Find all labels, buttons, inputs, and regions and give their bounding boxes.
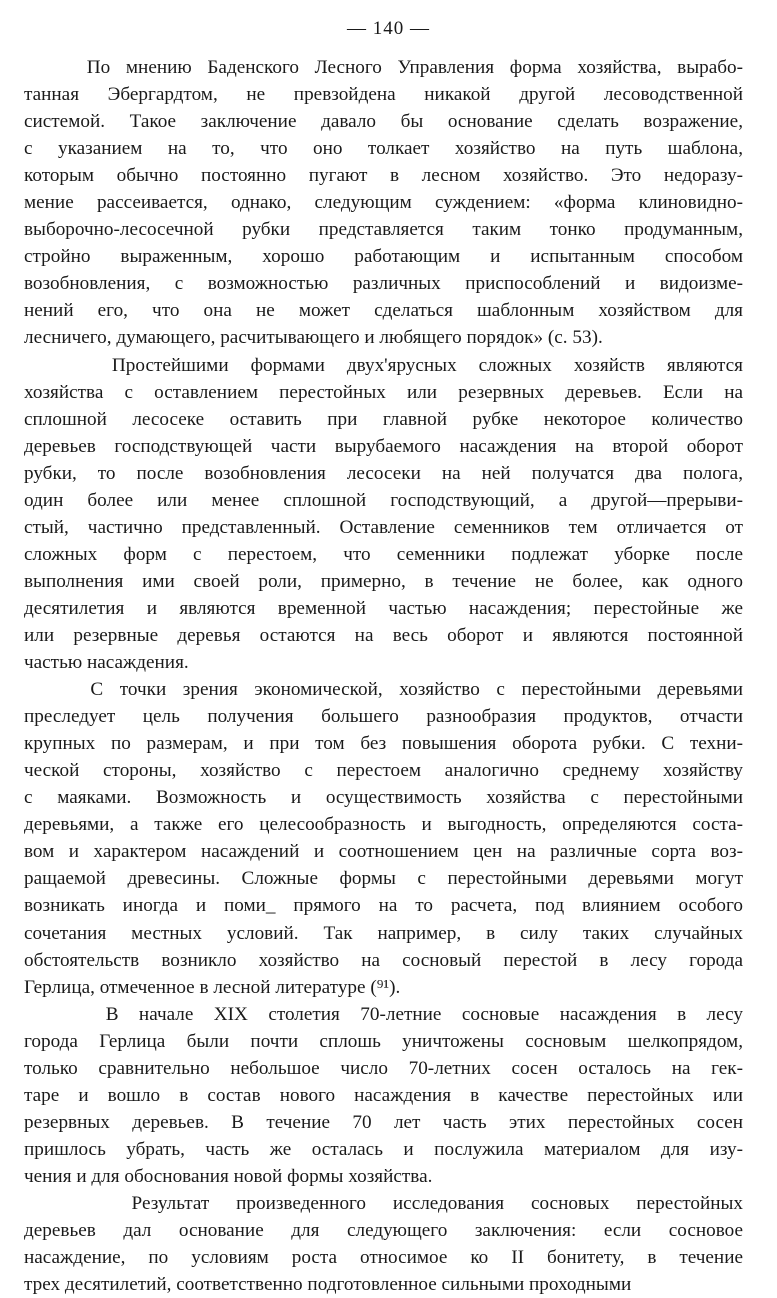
text-line: только сравнительно небольшое число 70-летних сосен осталось на гек- (24, 1057, 743, 1079)
text-line: выборочно-лесосечной рубки представляется таким тонко продуманным, (24, 219, 743, 241)
text-line: сочетания местных условий. Так например, в силу таких случайных (24, 922, 743, 944)
text-line: города Герлица были почти сплошь уничтожены сосновым шелкопрядом, (24, 1030, 743, 1052)
text-line: Герлица, отмеченное в лесной литературе (⁹¹). (24, 976, 401, 998)
text-line: деревьев господствующей части вырубаемого насаждения на второй оборот (24, 435, 743, 457)
text-line: таре и вошло в состав нового насаждения в качестве перестойных или (24, 1084, 743, 1106)
text-line: танная Эбергардтом, не превзойдена никакой другой лесоводственной (24, 84, 743, 106)
text-line: мение рассеивается, однако, следующим суждением: «форма клиновидно- (24, 192, 743, 214)
paragraph (24, 1001, 743, 1190)
text-line: вом и характером насаждений и соотношением цен на различные сорта воз- (24, 841, 743, 863)
text-line: пришлось убрать, часть же осталась и послужила материалом для изу- (24, 1138, 743, 1160)
paragraph (24, 54, 743, 352)
text-line: Простейшими формами двух'ярусных сложных хозяйств являются (24, 354, 743, 376)
text-line: чения и для обоснования новой формы хозяйства. (24, 1165, 433, 1187)
text-line: С точки зрения экономической, хозяйство с перестойными деревьями (24, 679, 743, 701)
text-line: ческой стороны, хозяйство с перестоем аналогично среднему хозяйству (24, 760, 743, 782)
body-text (24, 54, 743, 1298)
text-line: лесничего, думающего, расчитывающего и любящего порядок» (с. 53). (24, 327, 603, 349)
paragraph (24, 676, 743, 1001)
text-line: нений его, что она не может сделаться шаблонным хозяйством для (24, 300, 743, 322)
text-line: выполнения ими своей роли, примерно, в течение не более, как одного (24, 570, 743, 592)
text-line: десятилетия и являются временной частью насаждения; перестойные же (24, 597, 743, 619)
paragraph (24, 1190, 743, 1298)
text-line: или резервные деревья остаются на весь оборот и являются постоянной (24, 624, 743, 646)
text-line: частью насаждения. (24, 652, 189, 674)
text-line: рубки, то после возобновления лесосеки на ней получатся два полога, (24, 462, 743, 484)
text-line: В начале XIX столетия 70-летние сосновые насаждения в лесу (24, 1003, 743, 1025)
text-line: стройно выраженным, хорошо работающим и испытанным способом (24, 246, 743, 268)
text-line: хозяйства с оставлением перестойных или резервных деревьев. Если на (24, 381, 743, 403)
text-line: системой. Такое заключение давало бы основание сделать возражение, (24, 111, 743, 133)
text-line: стый, частично представленный. Оставление семенников тем отличается от (24, 516, 743, 538)
paragraph (24, 352, 743, 677)
text-line: сложных форм с перестоем, что семенники подлежат уборке после (24, 543, 743, 565)
text-line: возобновления, с возможностью различных приспособлений и видоизме- (24, 273, 743, 295)
text-line: Результат произведенного исследования сосновых перестойных (24, 1192, 743, 1214)
text-line: трех десятилетий, соответственно подготовленное сильными проходными (24, 1274, 632, 1296)
text-line: с указанием на то, что оно толкает хозяйство на путь шаблона, (24, 138, 743, 160)
text-line: преследует цель получения большего разнообразия продуктов, отчасти (24, 706, 743, 728)
text-line: насаждение, по условиям роста относимое ко II бонитету, в течение (24, 1247, 743, 1269)
text-line: ращаемой древесины. Сложные формы с перестойными деревьями могут (24, 868, 743, 890)
text-line: деревьев дал основание для следующего заключения: если сосновое (24, 1220, 743, 1242)
text-line: резервных деревьев. В течение 70 лет часть этих перестойных сосен (24, 1111, 743, 1133)
page-number: — 140 — (347, 18, 430, 39)
text-line: с маяками. Возможность и осуществимость хозяйства с перестойными (24, 787, 743, 809)
text-line: сплошной лесосеке оставить при главной рубке некоторое количество (24, 408, 743, 430)
text-line: которым обычно постоянно пугают в лесном хозяйство. Это недоразу- (24, 165, 743, 187)
text-line: деревьями, а также его целесообразность и выгодность, определяются соста- (24, 814, 743, 836)
text-line: возникать иногда и поми_ прямого на то расчета, под влиянием особого (24, 895, 743, 917)
text-line: один более или менее сплошной господствующий, а другой—прерыви- (24, 489, 743, 511)
text-line: По мнению Баденского Лесного Управления форма хозяйства, вырабо- (24, 57, 743, 78)
text-line: обстоятельств возникло хозяйство на сосновый перестой в лесу города (24, 949, 743, 971)
text-line: крупных по размерам, и при том без повышения оборота рубки. С техни- (24, 733, 743, 755)
